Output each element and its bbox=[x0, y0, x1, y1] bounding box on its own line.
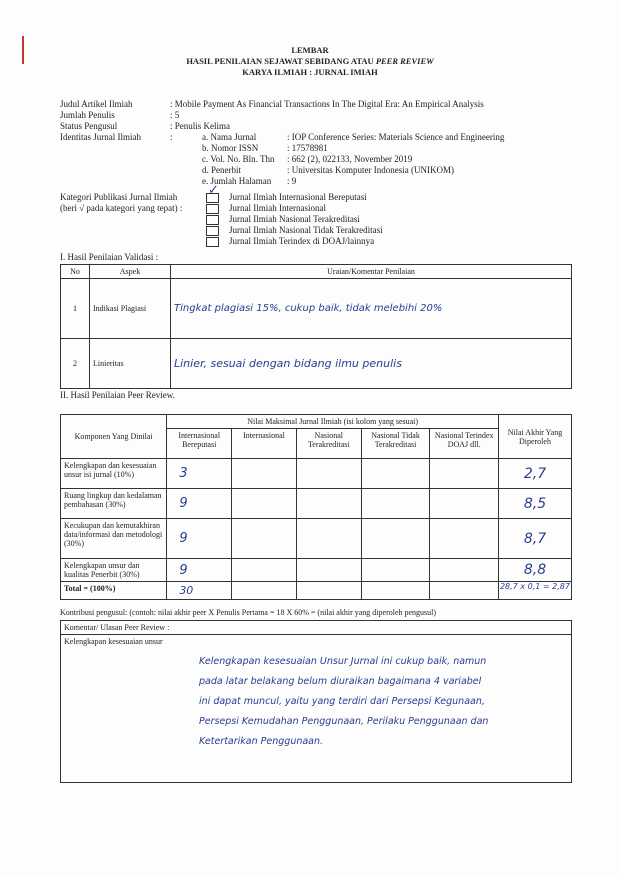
table-row bbox=[61, 339, 572, 389]
identitas-value: : 662 (2), 022133, November 2019 bbox=[287, 154, 413, 164]
identitas-key: b. Nomor ISSN bbox=[202, 143, 259, 153]
row-no: 2 bbox=[61, 339, 90, 389]
header-line2 bbox=[0, 56, 620, 66]
col-header: No bbox=[61, 265, 90, 279]
kontribusi-note: Kontribusi pengusul: (contoh: nilai akhir peer X Penulis Pertama = 18 X 60% = (nilai akhir yang diperoleh pengusul) bbox=[60, 608, 437, 617]
total-akhir: 28,7 x 0,1 = 2,87 bbox=[498, 582, 571, 600]
checkbox[interactable] bbox=[206, 226, 219, 236]
komentar-table bbox=[60, 620, 572, 783]
identitas-value: : IOP Conference Series: Materials Science and Engineering bbox=[287, 132, 505, 142]
identitas-key: a. Nama Jurnal bbox=[202, 132, 257, 142]
table-row bbox=[61, 559, 572, 582]
kategori-label bbox=[60, 192, 210, 214]
identitas-key: c. Vol. No. Bln. Thn bbox=[202, 154, 275, 164]
akhir-cell: 8,5 bbox=[498, 489, 571, 519]
checkmark-icon: ✓ bbox=[208, 182, 219, 198]
identitas-value: : 17578981 bbox=[287, 143, 328, 153]
row-aspek: Linieritas bbox=[90, 339, 171, 389]
checkbox[interactable] bbox=[206, 215, 219, 225]
col-header: Aspek bbox=[90, 265, 171, 279]
header-line2-prefix: HASIL PENILAIAN SEJAWAT SEBIDANG ATAU bbox=[186, 56, 376, 66]
total-label: Total = (100%) bbox=[61, 582, 167, 600]
kategori-options bbox=[206, 182, 466, 247]
akhir-cell: 8,8 bbox=[498, 559, 571, 582]
kategori-sublabel: (beri √ pada kategori yang tepat) : bbox=[60, 203, 183, 213]
kategori-label-text: Kategori Publikasi Jurnal Ilmiah bbox=[60, 192, 178, 202]
identitas-key: e. Jumlah Halaman bbox=[202, 176, 272, 186]
komponen-cell: Kelengkapan unsur dan kualitas Penerbit (30%) bbox=[61, 559, 167, 582]
identitas-value: : 9 bbox=[287, 176, 297, 186]
komponen-cell: Kecukupan dan kemutakhiran data/informasi dan metodologi (30%) bbox=[61, 519, 167, 559]
status-value: : Penulis Kelima bbox=[170, 121, 230, 131]
header-line2-italic: PEER REVIEW bbox=[375, 56, 434, 66]
komentar-line: Kelengkapan kesesuaian Unsur Jurnal ini cukup baik, namun bbox=[199, 656, 487, 667]
max-cell: 9 bbox=[167, 559, 232, 582]
jumlah-value: : 5 bbox=[170, 110, 180, 120]
kategori-option[interactable] bbox=[206, 203, 466, 214]
akhir-cell: 8,7 bbox=[498, 519, 571, 559]
komentar-body bbox=[61, 635, 572, 783]
kategori-option-label: Jurnal Ilmiah Internasional bbox=[229, 203, 326, 213]
max-cell: 9 bbox=[167, 489, 232, 519]
nilai-max-header: Nilai Maksimal Jurnal Ilmiah (isi kolom yang sesuai) bbox=[167, 415, 499, 429]
komentar-line: Persepsi Kemudahan Penggunaan, Perilaku Penggunaan dan bbox=[199, 716, 489, 727]
kategori-option[interactable] bbox=[206, 225, 466, 236]
kategori-option-label: Jurnal Ilmiah Internasional Bereputasi bbox=[229, 192, 367, 202]
validasi-table bbox=[60, 264, 572, 389]
kategori-option[interactable] bbox=[206, 236, 466, 247]
max-cell: 3 bbox=[167, 459, 232, 489]
row-komentar: Linier, sesuai dengan bidang ilmu penulis bbox=[171, 339, 572, 389]
table-row bbox=[61, 279, 572, 339]
kategori-option-label: Jurnal Ilmiah Terindex di DOAJ/lainnya bbox=[229, 236, 375, 246]
nilai-akhir-header: Nilai Akhir Yang Diperoleh bbox=[498, 415, 571, 459]
peer-review-table bbox=[60, 414, 572, 600]
checkbox[interactable] bbox=[206, 237, 219, 247]
header-line1: LEMBAR bbox=[291, 45, 329, 55]
identitas-value: : Universitas Komputer Indonesia (UNIKOM) bbox=[287, 165, 454, 175]
sub-header: Nasional Terindex DOAJ dll. bbox=[430, 429, 499, 459]
sub-header: Internasional Bereputasi bbox=[167, 429, 232, 459]
table-row bbox=[61, 459, 572, 489]
judul-label: Judul Artikel Ilmiah bbox=[60, 99, 133, 109]
judul-value: : Mobile Payment As Financial Transactions In The Digital Era: An Empirical Analysis bbox=[170, 99, 484, 109]
header-line3: KARYA ILMIAH : JURNAL IMIAH bbox=[242, 67, 378, 77]
komentar-line: pada latar belakang belum diuraikan bagaimana 4 variabel bbox=[199, 676, 482, 687]
komponen-header: Komponen Yang Dinilai bbox=[61, 415, 167, 459]
row-komentar: Tingkat plagiasi 15%, cukup baik, tidak melebihi 20% bbox=[171, 279, 572, 339]
kategori-option[interactable] bbox=[206, 182, 466, 203]
total-row bbox=[61, 582, 572, 600]
komentar-header: Komentar/ Ulasan Peer Review : bbox=[61, 621, 572, 635]
sub-header: Nasional Terakreditasi bbox=[296, 429, 361, 459]
table-row bbox=[61, 519, 572, 559]
identitas-key: d. Penerbit bbox=[202, 165, 241, 175]
identitas-label: Identitas Jurnal Ilmiah bbox=[60, 132, 141, 142]
row-no: 1 bbox=[61, 279, 90, 339]
meta-block bbox=[60, 99, 560, 187]
sub-header: Nasional Tidak Terakreditasi bbox=[361, 429, 430, 459]
kategori-option[interactable] bbox=[206, 214, 466, 225]
col-header: Uraian/Komentar Penilaian bbox=[171, 265, 572, 279]
status-label: Status Pengusul bbox=[60, 121, 118, 131]
komentar-text bbox=[64, 646, 568, 752]
komponen-cell: Ruang lingkup dan kedalaman pembahasan (30%) bbox=[61, 489, 167, 519]
section2-title: II. Hasil Penilaian Peer Review. bbox=[60, 390, 175, 400]
jumlah-label: Jumlah Penulis bbox=[60, 110, 115, 120]
checkbox[interactable] bbox=[206, 204, 219, 214]
section1-title: I. Hasil Penilaian Validasi : bbox=[60, 252, 159, 262]
akhir-cell: 2,7 bbox=[498, 459, 571, 489]
komponen-cell: Kelengkapan dan kesesuaian unsur isi jurnal (10%) bbox=[61, 459, 167, 489]
table-row bbox=[61, 489, 572, 519]
komentar-line: ini dapat muncul, yaitu yang terdiri dari Persepsi Kegunaan, bbox=[199, 696, 485, 707]
identitas-colon: : bbox=[170, 132, 173, 142]
row-aspek: Indikasi Plagiasi bbox=[90, 279, 171, 339]
kategori-option-label: Jurnal Ilmiah Nasional Terakreditasi bbox=[229, 214, 360, 224]
checkbox[interactable] bbox=[206, 182, 219, 203]
komentar-line: Ketertarikan Penggunaan. bbox=[199, 736, 324, 747]
sub-header: Internasional bbox=[232, 429, 297, 459]
max-cell: 9 bbox=[167, 519, 232, 559]
komentar-label: Kelengkapan kesesuaian unsur bbox=[64, 637, 163, 646]
kategori-option-label: Jurnal Ilmiah Nasional Tidak Terakreditasi bbox=[229, 225, 383, 235]
total-max: 30 bbox=[167, 582, 232, 600]
